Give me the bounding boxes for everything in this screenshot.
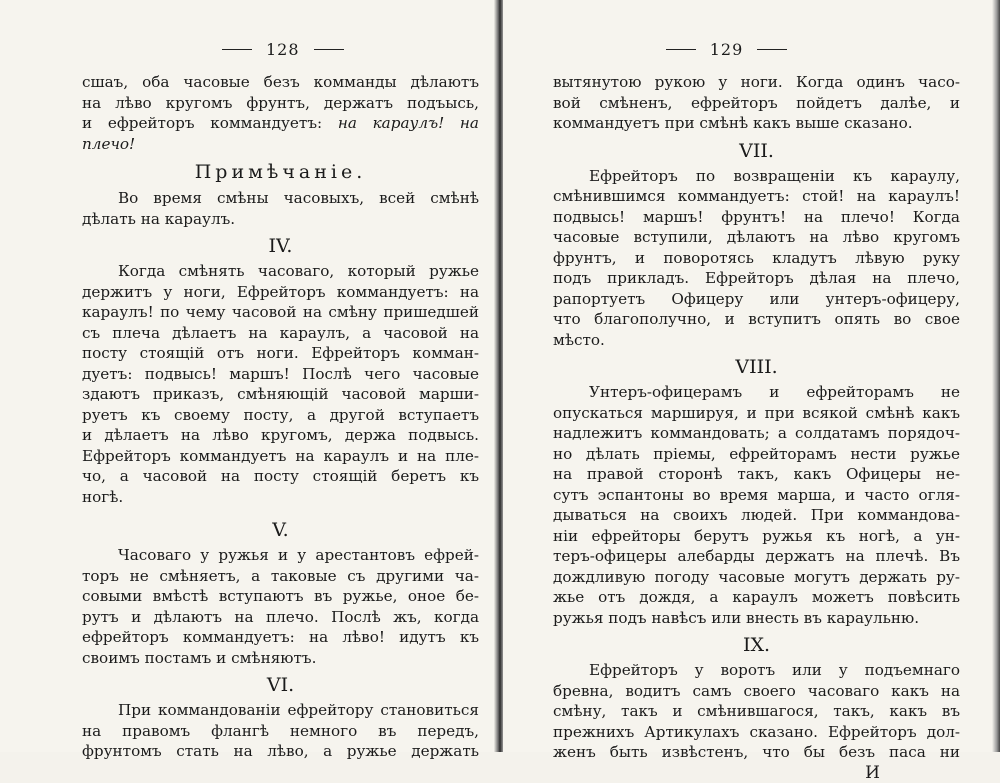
text-line: на лѣво кругомъ фрунтъ, держатъ подъысь, (82, 93, 479, 112)
text-line: подъ прикладъ. Ефрейторъ дѣлая на плечо, (553, 269, 960, 287)
text-line: сшаъ, оба часовые безъ комманды дѣлаютъ (82, 73, 479, 91)
text-line: бревна, водитъ самъ своего часоваго какъ на (553, 681, 960, 700)
text-line: караулъ! по чему часовой на смѣну пришедшей (82, 303, 479, 321)
text-line: смѣну, такъ и смѣнившагося, такъ, какъ въ (553, 702, 960, 720)
section-number-vi: VI. (266, 674, 295, 696)
folio-dash (757, 49, 787, 50)
section-ix-text (553, 660, 960, 763)
text-line: рутъ и дѣлаютъ на плечо. Послѣ жъ, когда (82, 607, 479, 626)
text-line: Ефрейторъ у воротъ или у подъемнаго (589, 661, 960, 679)
text-line: здаютъ приказъ, смѣняющій часовой марши- (82, 385, 479, 403)
catchword: И (865, 762, 880, 783)
note-paragraph (82, 188, 479, 229)
text-line: Ефрейторъ по возвращеніи къ караулу, (589, 166, 960, 185)
folio-dash (666, 49, 696, 50)
text-line: Когда смѣнять часоваго, который ружье (118, 262, 479, 280)
text-line: подвысь! маршъ! фрунтъ! на плечо! Когда (553, 207, 960, 226)
section-heading-note: Примѣчаніе. (194, 161, 367, 183)
section-number-ix: IX. (742, 634, 771, 656)
text-line: Ефрейторъ коммандуетъ на караулъ и на пле- (82, 446, 479, 465)
left-page (0, 0, 497, 760)
section-number-vii: VII. (739, 139, 774, 162)
text-line: но дѣлать пріемы, ефрейторамъ нести ружье (553, 444, 960, 463)
text-line: фрунтъ, и поворотясь кладутъ лѣвую руку (553, 248, 960, 267)
section-iv-text (82, 261, 479, 507)
text-line: При коммандованіи ефрейтору становиться (118, 701, 479, 719)
text-line: прежнихъ Артикулахъ сказано. Ефрейторъ дол- (553, 722, 960, 741)
text-line: и дѣлаетъ на лѣво кругомъ, держа подвысь. (82, 426, 479, 444)
text-line: опускаться маршируя, и при всякой смѣнѣ какъ (553, 403, 960, 422)
text-line: совыми вмѣстѣ вступаютъ въ ружье, оное бе- (82, 587, 479, 605)
text-line: руетъ къ своему посту, а другой вступаетъ (82, 405, 479, 424)
text-line: Во время смѣны часовыхъ, всей смѣнѣ (118, 189, 479, 207)
text-line: плечо! (82, 134, 136, 153)
folio-dash (314, 49, 344, 50)
section-v-text (82, 545, 479, 668)
text-line: коммандуетъ при смѣнѣ какъ выше сказано. (553, 114, 913, 132)
text-line: чо, а часовой на посту стоящій беретъ къ (82, 467, 479, 485)
section-number-iv: IV. (268, 235, 293, 257)
text-line: держитъ у ноги, Ефрейторъ коммандуетъ: на (82, 282, 479, 301)
page-number-text: 128 (266, 39, 300, 59)
text-line: съ плеча дѣлаетъ на караулъ, а часовой на (82, 323, 479, 342)
text-line: смѣнившимся коммандуетъ: стой! на караулъ! (553, 187, 960, 205)
section-number-viii: VIII. (735, 356, 778, 378)
text-line: жье отъ дождя, а караулъ можетъ повѣсить (553, 588, 960, 606)
text-line: ніи ефрейторы берутъ ружья къ ногѣ, а ун- (553, 526, 960, 545)
text-line: ногѣ. (82, 487, 124, 506)
text-line: часовые вступили, дѣлаютъ на лѣво кругомъ (553, 228, 960, 246)
text-line: торъ не смѣняетъ, а таковые съ другими ча- (82, 566, 479, 585)
folio-dash (222, 49, 252, 50)
page-edge-shadow (992, 0, 1000, 752)
text-line: дуетъ: подвысь! маршъ! Послѣ чего часовые (82, 364, 479, 383)
text-line: фрунтомъ стать на лѣво, а ружье держать (82, 742, 479, 760)
text-line: сутъ эспантоны во время марша, и часто огля- (553, 485, 960, 504)
text-line: надлежитъ коммандовать; а солдатамъ порядоч- (553, 424, 960, 442)
section-vii-text (553, 166, 960, 351)
text-line: Унтеръ-офицерамъ и ефрейторамъ не (589, 383, 960, 401)
section-vi-text (82, 700, 479, 762)
text-line: теръ-офицеры алебарды держатъ на плечѣ. Въ (553, 547, 960, 565)
text-line: и ефрейторъ коммандуетъ: на караулъ! на (82, 114, 479, 132)
section-viii-text (553, 382, 960, 628)
text-line: ефрейторъ коммандуетъ: на лѣво! идутъ къ (82, 628, 479, 646)
text-line: вой смѣненъ, ефрейторъ пойдетъ далѣе, и (553, 93, 960, 112)
text-line: дождливую погоду часовые могутъ держать ру- (553, 567, 960, 586)
text-line: вытянутою рукою у ноги. Когда одинъ часо- (553, 73, 960, 91)
paragraph-continued (553, 72, 960, 134)
text-line: ружья подъ навѣсъ или внесть въ караульню. (553, 608, 920, 627)
text-line: что благополучно, и вступитъ опять во свое (553, 310, 960, 328)
page-number-right (553, 38, 960, 60)
paragraph-continued (82, 72, 479, 154)
text-line: рапортуетъ Офицеру или унтеръ-офицеру, (553, 289, 960, 308)
text-line: своимъ постамъ и смѣняютъ. (82, 648, 317, 667)
text-line: мѣсто. (553, 330, 605, 349)
text-line: на правомъ флангѣ немного въ передъ, (82, 721, 479, 740)
page-number-text: 129 (709, 39, 744, 59)
text-line: дѣлать на караулъ. (82, 209, 236, 228)
page-number-left (82, 38, 479, 60)
text-line: женъ быть извѣстенъ, что бы безъ паса ни (553, 743, 960, 761)
text-line: посту стоящій отъ ноги. Ефрейторъ комман- (82, 344, 479, 362)
text-line: на правой сторонѣ такъ, какъ Офицеры не- (553, 465, 960, 483)
text-line: дываться на своихъ людей. При коммандова- (553, 506, 960, 524)
text-line: Часоваго у ружья и у арестантовъ ефрей- (118, 546, 479, 564)
right-page (503, 0, 1000, 783)
section-number-v: V. (272, 519, 289, 541)
